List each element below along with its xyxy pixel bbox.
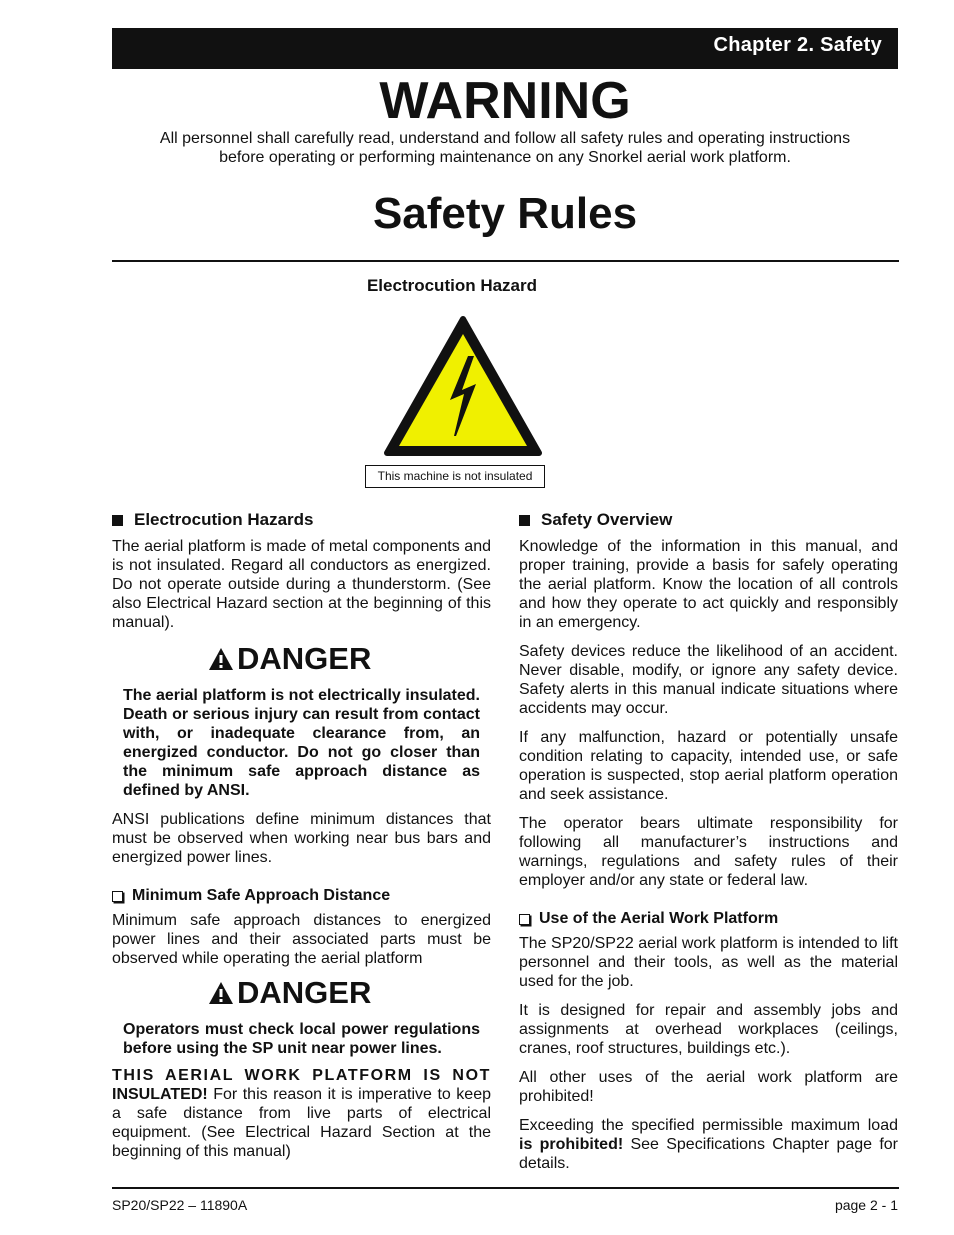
checkbox-bullet-icon (112, 891, 123, 902)
use-of-platform-p4: Exceeding the specified permissible maximum load is prohibited! See Specifications Chapter page for details. (519, 1117, 898, 1172)
minimum-safe-distance-heading: Minimum Safe Approach Distance (112, 885, 491, 907)
danger-heading-1: DANGER (208, 640, 491, 678)
ansi-text: ANSI publications define minimum distances that must be observed when working near bus bars and energized power lines. (112, 811, 491, 866)
warning-title: WARNING (379, 72, 631, 130)
footer-page-number: page 2 - 1 (834, 1197, 898, 1213)
danger-alert-icon (208, 647, 234, 671)
warning-line-1: All personnel shall carefully read, understand and follow all safety rules and operating instructions (159, 130, 851, 147)
left-column (112, 509, 491, 1161)
footer-model-number: SP20/SP22 – 11890A (112, 1197, 248, 1213)
bullet-square-icon (112, 515, 123, 526)
checkbox-bullet-icon (519, 914, 530, 925)
safety-overview-p3: If any malfunction, hazard or potentially unsafe condition relating to capacity, intended use, or safe operation is suspected, stop aerial platform operation and seek assistance. (519, 729, 898, 803)
chapter-header-bar (112, 28, 898, 69)
top-divider (112, 260, 899, 262)
electrocution-hazards-text: The aerial platform is made of metal components and is not insulated. Regard all conductors as energized. Do not operate outside during a thunderstorm. (See also Electrical Hazard section at the beginning of this manual). (112, 538, 491, 631)
danger-text-2: Operators must check local power regulations before using the SP unit near power lines. (123, 1021, 480, 1057)
warning-text (112, 129, 898, 167)
not-insulated-caption: This machine is not insulated (365, 465, 545, 488)
not-insulated-closing-text: THIS AERIAL WORK PLATFORM IS NOT INSULATED! For this reason it is imperative to keep a safe distance from live parts of electrical equipment. (See Electrical Hazard Section at the beginning of this manual) (112, 1067, 491, 1160)
safety-overview-p4: The operator bears ultimate responsibility for following all manufacturer’s instructions and warnings, regulations and safety rules of their employer and/or any state or federal law. (519, 815, 898, 889)
minimum-safe-distance-text: Minimum safe approach distances to energized power lines and their associated parts must be observed while operating the aerial platform (112, 912, 491, 967)
safety-overview-p2: Safety devices reduce the likelihood of an accident. Never disable, modify, or ignore any safety device. Safety alerts in this manual indicate situations where accidents may occur. (519, 643, 898, 717)
chapter-title: Chapter 2. Safety (713, 34, 882, 56)
danger-alert-icon (208, 981, 234, 1005)
electrocution-hazards-heading: Electrocution Hazards (112, 509, 491, 531)
use-of-platform-p1: The SP20/SP22 aerial work platform is intended to lift personnel and their tools, as well as the material used for the job. (519, 935, 898, 990)
safety-overview-p1: Knowledge of the information in this manual, and proper training, provide a basis for safely operating the aerial platform. Know the location of all controls and how they operate to act quickly and responsibly in an emergency. (519, 538, 898, 631)
bottom-divider (112, 1187, 899, 1189)
right-column (519, 509, 898, 1173)
use-of-platform-p2: It is designed for repair and assembly jobs and assignments at overhead workplaces (ceilings, cranes, roof structures, buildings etc.). (519, 1002, 898, 1057)
danger-heading-2: DANGER (208, 974, 491, 1012)
bullet-square-icon (519, 515, 530, 526)
hazard-heading: Electrocution Hazard (366, 276, 538, 295)
danger-text-1: The aerial platform is not electrically insulated. Death or serious injury can result from contact with, or inadequate clearance from, an energized conductor. Do not go closer than the minimum safe approach distance as defined by ANSI. (123, 687, 480, 799)
page-title: Safety Rules (372, 189, 638, 238)
safety-overview-heading: Safety Overview (519, 509, 898, 531)
warning-line-2: before operating or performing maintenance on any Snorkel aerial work platform. (219, 149, 791, 166)
use-of-platform-heading: Use of the Aerial Work Platform (519, 908, 898, 930)
use-of-platform-p3: All other uses of the aerial work platform are prohibited! (519, 1069, 898, 1105)
electrocution-warning-sign-icon (382, 314, 544, 459)
